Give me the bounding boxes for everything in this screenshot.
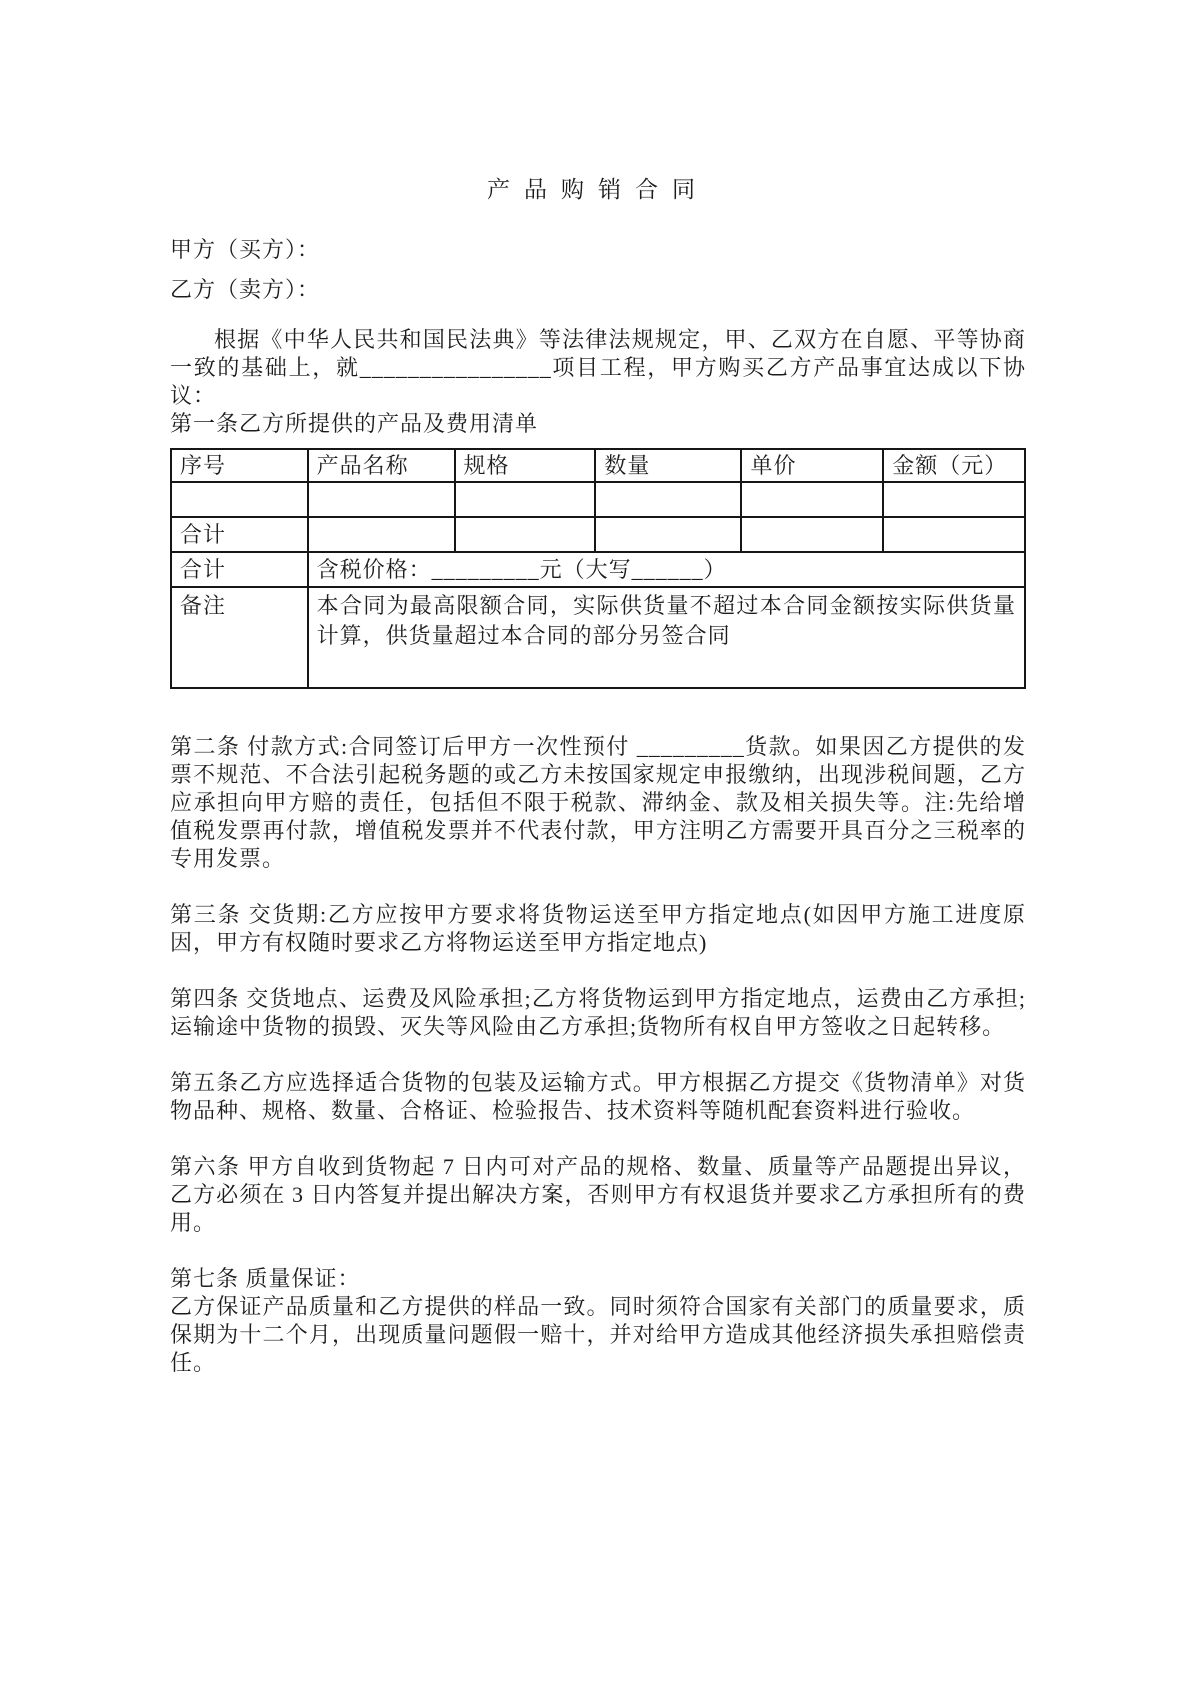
clause-2-paragraph: 第二条 付款方式:合同签订后甲方一次性预付 _________货款。如果因乙方提供的发票不规范、不合法引起税务题的或乙方未按国家规定申报缴纳，出现涉税间题，乙方应承担向甲方赔的责任，包括但不限于税款、滞纳金、款及相关损失等。注:先给增值税发票再付款，增值税发票并不代表付款，甲方注明乙方需要开具百分之三税率的专用发票。 <box>170 734 1026 871</box>
empty-cell <box>308 482 455 517</box>
subtotal-label-cell: 合计 <box>171 517 308 552</box>
header-cell-quantity: 数量 <box>595 449 741 482</box>
table-blank-row <box>171 482 1025 517</box>
table-remark-row <box>171 587 1025 688</box>
header-cell-product-name: 产品名称 <box>308 449 455 482</box>
remark-label-cell: 备注 <box>171 587 308 688</box>
empty-cell <box>741 517 883 552</box>
party-block <box>170 230 1026 310</box>
clause-6-paragraph: 第六条 甲方自收到货物起 7 日内可对产品的规格、数量、质量等产品题提出异议，乙方必须在 3 日内答复并提出解决方案，否则甲方有权退货并要求乙方承担所有的费用。 <box>170 1154 1026 1235</box>
empty-cell <box>883 517 1025 552</box>
clause-4-paragraph: 第四条 交货地点、运费及风险承担;乙方将货物运到甲方指定地点，运费由乙方承担;运输途中货物的损毁、灭失等风险由乙方承担;货物所有权自甲方签收之日起转移。 <box>170 986 1026 1039</box>
product-fee-table <box>170 448 1026 689</box>
header-cell-amount: 金额（元） <box>883 449 1025 482</box>
contract-content <box>170 0 1026 1377</box>
empty-cell <box>741 482 883 517</box>
empty-cell <box>883 482 1025 517</box>
table-subtotal-row <box>171 517 1025 552</box>
clause-7-paragraph: 乙方保证产品质量和乙方提供的样品一致。同时须符合国家有关部门的质量要求，质保期为十二个月，出现质量问题假一赔十，并对给甲方造成其他经济损失承担赔偿责任。 <box>170 1294 1026 1375</box>
empty-cell <box>595 482 741 517</box>
table-total-row <box>171 552 1025 587</box>
page-title: 产品购销合同 <box>487 177 709 202</box>
empty-cell <box>455 517 596 552</box>
empty-cell <box>171 482 308 517</box>
clause-7-heading: 第七条 质量保证： <box>170 1266 361 1291</box>
empty-cell <box>455 482 596 517</box>
remark-text-cell: 本合同为最高限额合同，实际供货量不超过本合同金额按实际供货量计算，供货量超过本合同的部分另签合同 <box>308 587 1025 688</box>
header-cell-seq: 序号 <box>171 449 308 482</box>
party-a-line: 甲方（买方）： <box>170 237 321 262</box>
preamble-paragraph: 根据《中华人民共和国民法典》等法律法规规定，甲、乙双方在自愿、平等协商一致的基础上，就________________项目工程，甲方购买乙方产品事宜达成以下协议： <box>170 327 1026 408</box>
clause-1-heading: 第一条乙方所提供的产品及费用清单 <box>170 411 539 436</box>
clause-5-paragraph: 第五条乙方应选择适合货物的包装及运输方式。甲方根据乙方提交《货物清单》对货物品种、规格、数量、合格证、检验报告、技术资料等随机配套资料进行验收。 <box>170 1070 1026 1123</box>
total-value-cell: 含税价格：_________元（大写______） <box>308 552 1025 587</box>
empty-cell <box>595 517 741 552</box>
header-cell-unit-price: 单价 <box>741 449 883 482</box>
header-cell-spec: 规格 <box>455 449 596 482</box>
party-b-line: 乙方（卖方）： <box>170 277 321 302</box>
total-label-cell: 合计 <box>171 552 308 587</box>
clause-3-paragraph: 第三条 交货期:乙方应按甲方要求将货物运送至甲方指定地点(如因甲方施工进度原因，甲方有权随时要求乙方将物运送至甲方指定地点) <box>170 902 1026 955</box>
table-header-row <box>171 449 1025 482</box>
empty-cell <box>308 517 455 552</box>
